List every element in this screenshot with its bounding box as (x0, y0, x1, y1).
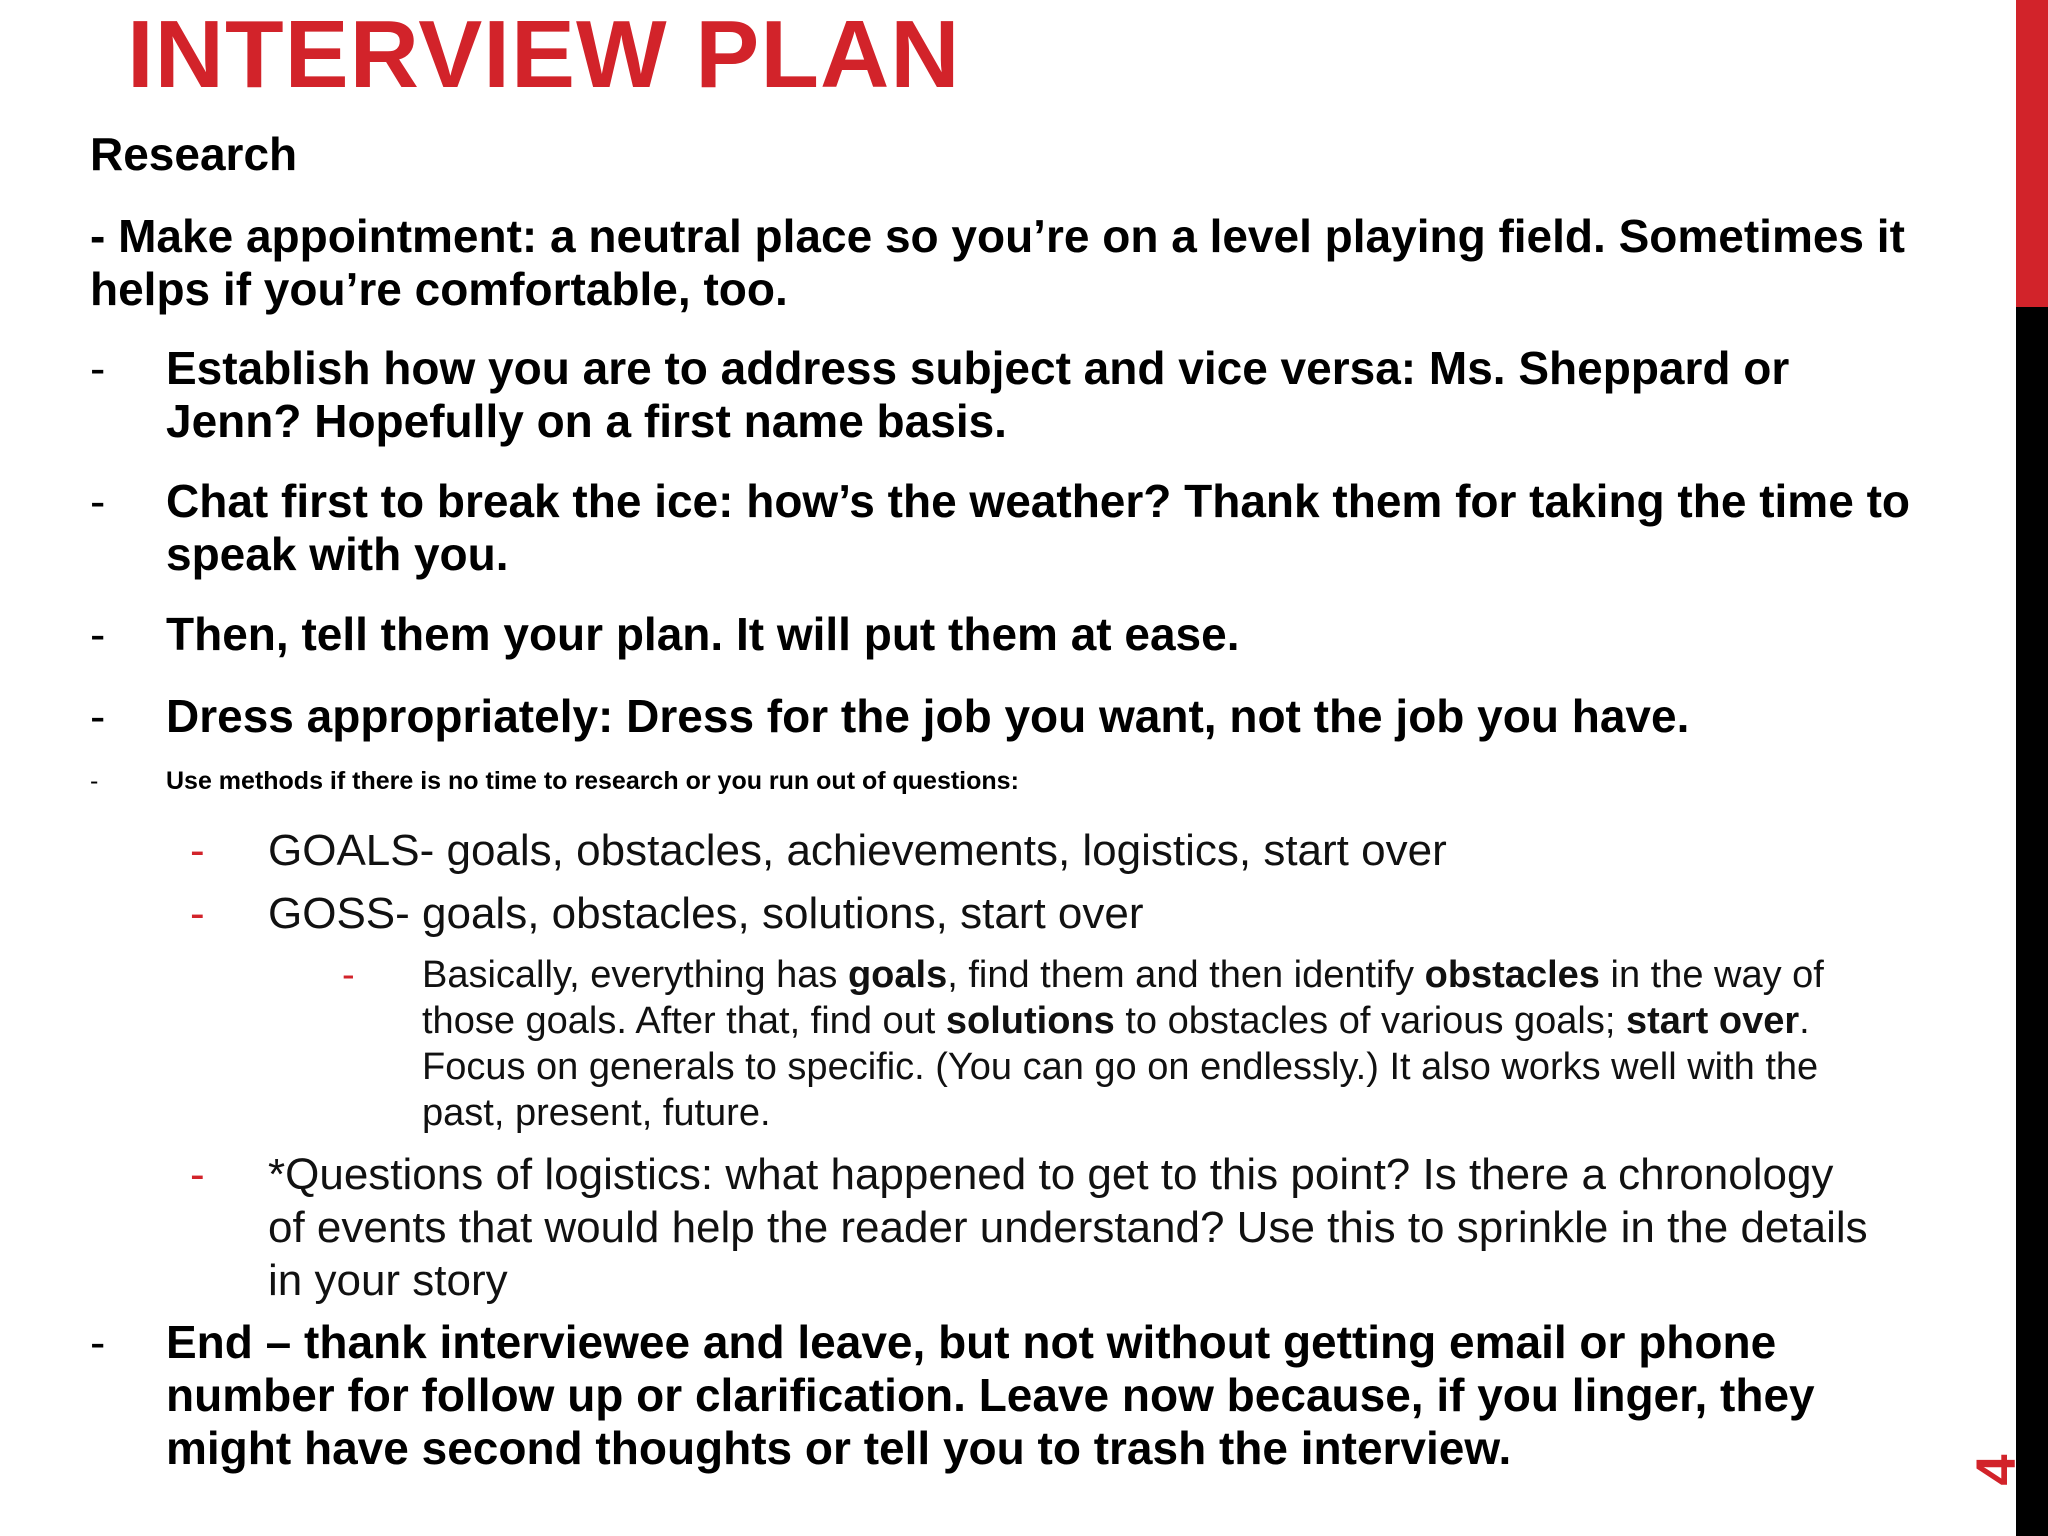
text-run: in the way of those goals. After that, find out (422, 954, 1824, 1042)
bullet-text: Then, tell them your plan. It will put them at ease. (166, 608, 1240, 660)
side-accent-bar-red (2016, 0, 2048, 307)
bullet-dash: - (90, 342, 106, 394)
detail-bullet-dash: - (342, 954, 355, 996)
sub-bullet-dash: - (190, 826, 205, 875)
sub-bullet-text: GOSS- goals, obstacles, solutions, start over (268, 889, 1144, 938)
text-run: . Focus on generals to specific. (You can go on endlessly.) It also works well with the past, present, future. (422, 1000, 1819, 1134)
bullet-dash: - (90, 767, 99, 795)
emphasis-obstacles: obstacles (1424, 954, 1600, 996)
sub-bullet-text: *Questions of logistics: what happened to get to this point? Is there a chronology of events that would help the reader understand? Use this to sprinkle in the details in your story (268, 1150, 1868, 1305)
bullet-text: End – thank interviewee and leave, but not without getting email or phone number for follow up or clarification. Leave now because, if you linger, they might have second thoughts or tell you to trash the interview. (166, 1316, 1815, 1474)
bullet-item-small (90, 766, 1920, 796)
slide-title: INTERVIEW PLAN (127, 1, 961, 108)
bullet-text: Establish how you are to address subject and vice versa: Ms. Sheppard or Jenn? Hopefully on a first name basis. (166, 342, 1790, 447)
sub-bullet-item (190, 887, 1870, 940)
intro-paragraph: - Make appointment: a neutral place so you’re on a level playing field. Sometimes it helps if you’re comfortable, too. (90, 210, 1905, 315)
text-run: , find them and then identify (947, 954, 1425, 996)
text-run: to obstacles of various goals; (1114, 1000, 1626, 1042)
detail-bullet-item (342, 952, 1902, 1136)
emphasis-start-over: start over (1625, 1000, 1800, 1042)
bullet-dash: - (90, 690, 106, 742)
bullet-item (90, 475, 1920, 581)
sub-bullet-dash: - (190, 1150, 205, 1199)
bullet-text: Chat first to break the ice: how’s the weather? Thank them for taking the time to speak with you. (166, 475, 1910, 580)
bullet-item (90, 690, 1920, 743)
detail-bullet-text (422, 952, 1902, 1136)
bullet-text: Dress appropriately: Dress for the job you want, not the job you have. (166, 690, 1690, 742)
sub-bullet-item (190, 1148, 1870, 1307)
text-run: Basically, everything has (422, 954, 848, 996)
bullet-dash: - (90, 475, 106, 527)
bullet-item (90, 1316, 1920, 1475)
bullet-text: Use methods if there is no time to research or you run out of questions: (166, 767, 1019, 795)
sub-bullet-item (190, 824, 1870, 877)
emphasis-solutions: solutions (945, 1000, 1115, 1042)
page-number: 4 (1964, 1454, 2027, 1486)
sub-bullet-text: GOALS- goals, obstacles, achievements, logistics, start over (268, 826, 1447, 875)
side-accent-bar-black (2016, 307, 2048, 1536)
emphasis-goals: goals (847, 954, 948, 996)
bullet-dash: - (90, 1316, 106, 1368)
sub-bullet-dash: - (190, 889, 205, 938)
bullet-dash: - (90, 608, 106, 660)
bullet-item (90, 608, 1920, 661)
bullet-item (90, 342, 1920, 448)
section-heading: Research (90, 128, 298, 180)
